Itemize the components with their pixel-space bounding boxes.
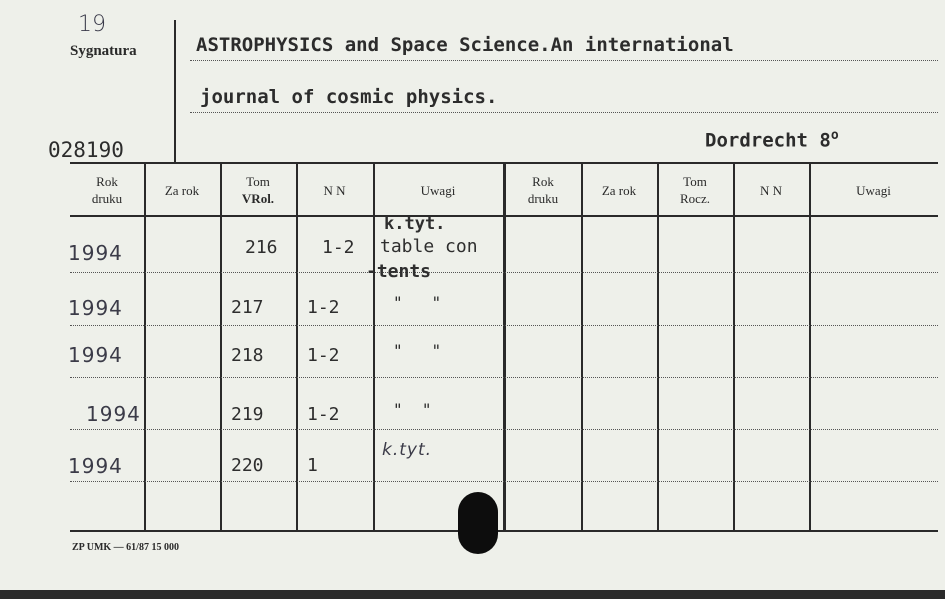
row-1-uwagi-1: k.tyt. bbox=[384, 214, 446, 234]
row-rule-2 bbox=[70, 325, 938, 326]
col-divider-3 bbox=[296, 162, 298, 532]
row-5-year: 1994 bbox=[68, 454, 123, 478]
row-4-tom: 219 bbox=[231, 404, 264, 425]
title-rule-2 bbox=[190, 112, 938, 113]
col-divider-9 bbox=[809, 162, 811, 532]
row-rule-1 bbox=[70, 272, 938, 273]
card-number: 19 bbox=[78, 12, 106, 37]
title-line-1: ASTROPHYSICS and Space Science.An international bbox=[196, 34, 734, 56]
row-4-nn: 1-2 bbox=[307, 404, 340, 425]
header-tom: Tom VRol. bbox=[241, 174, 275, 206]
row-3-year: 1994 bbox=[68, 343, 123, 367]
row-2-uwagi: " " bbox=[393, 293, 442, 312]
row-3-tom: 218 bbox=[231, 345, 264, 366]
header-za-rok-2: Za rok bbox=[601, 183, 637, 198]
row-1-uwagi-2: table con bbox=[380, 236, 478, 257]
place-format: Dordrecht 8$^o$ bbox=[705, 128, 839, 152]
row-rule-3 bbox=[70, 377, 938, 378]
header-za-rok: Za rok bbox=[164, 183, 200, 198]
header-uwagi-2: Uwagi bbox=[856, 183, 891, 198]
col-divider-6 bbox=[581, 162, 583, 532]
row-5-tom: 220 bbox=[231, 455, 264, 476]
row-3-nn: 1-2 bbox=[307, 345, 340, 366]
shelfmark: 028190 bbox=[48, 138, 124, 162]
col-divider-1 bbox=[144, 162, 146, 532]
row-1-uwagi-3: -tents bbox=[366, 261, 432, 282]
title-line-2: journal of cosmic physics. bbox=[200, 86, 498, 108]
header-tom-rocz: Tom Rocz. bbox=[680, 174, 710, 206]
sygnatura-label: Sygnatura bbox=[70, 43, 137, 59]
col-divider-2 bbox=[220, 162, 222, 532]
sygnatura-divider bbox=[174, 20, 176, 163]
row-1-tom: 216 bbox=[245, 237, 278, 258]
row-2-year: 1994 bbox=[68, 296, 123, 320]
footer-print-code: ZP UMK — 61/87 15 000 bbox=[72, 542, 179, 553]
punch-hole bbox=[458, 492, 498, 554]
col-divider-mid bbox=[503, 162, 506, 532]
row-2-nn: 1-2 bbox=[307, 297, 340, 318]
row-4-year: 1994 bbox=[86, 402, 141, 426]
col-divider-4 bbox=[373, 162, 375, 532]
row-1-year: 1994 bbox=[68, 241, 123, 265]
row-1-nn: 1-2 bbox=[322, 237, 355, 258]
row-2-tom: 217 bbox=[231, 297, 264, 318]
col-divider-7 bbox=[657, 162, 659, 532]
row-4-uwagi: " " bbox=[393, 400, 432, 419]
row-5-uwagi: k.tyt. bbox=[382, 440, 433, 460]
header-nn: N N bbox=[323, 183, 346, 198]
header-nn-2: N N bbox=[759, 183, 783, 198]
header-rok-druku-2: Rok druku bbox=[527, 174, 559, 206]
col-divider-8 bbox=[733, 162, 735, 532]
title-rule-1 bbox=[190, 60, 938, 61]
row-rule-4 bbox=[70, 429, 938, 430]
header-rok-druku: Rok druku bbox=[91, 174, 123, 206]
header-uwagi: Uwagi bbox=[420, 183, 456, 198]
row-rule-5 bbox=[70, 481, 938, 482]
row-3-uwagi: " " bbox=[393, 341, 442, 360]
row-5-nn: 1 bbox=[307, 455, 318, 476]
